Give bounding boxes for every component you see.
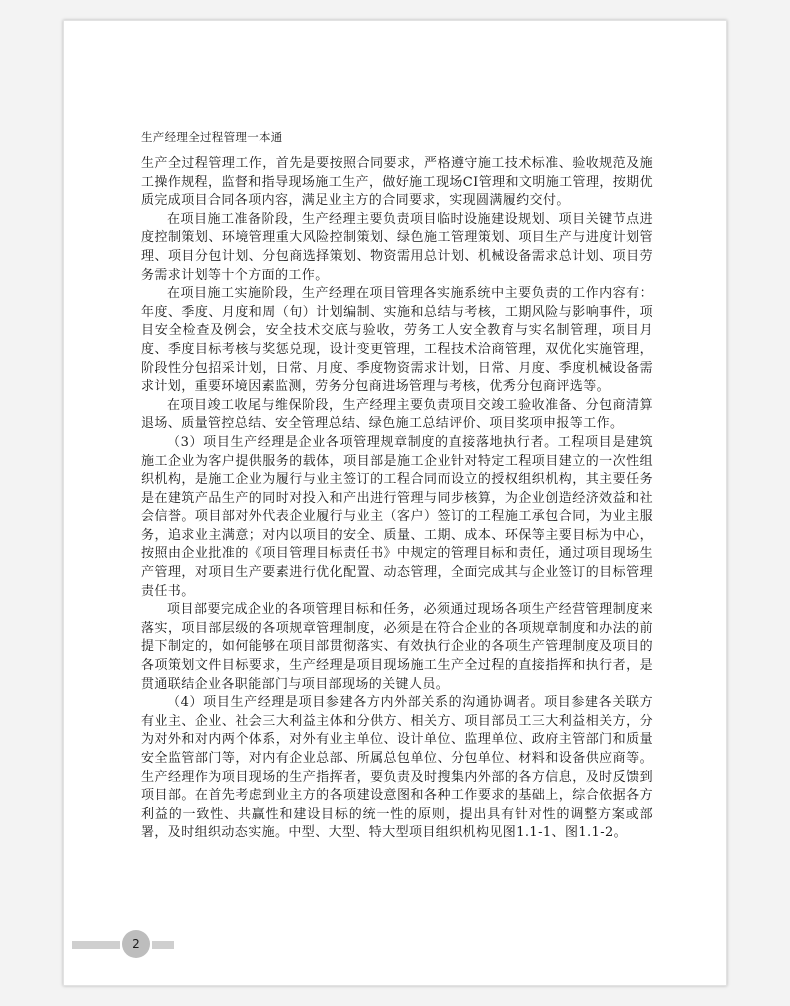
document-page (63, 20, 727, 986)
running-header: 生产经理全过程管理一本通 (141, 130, 283, 144)
paragraph: 项目部要完成企业的各项管理目标和任务，必须通过现场各项生产经营管理制度来落实，项目部层级的各项规章管理制度，必须是在符合企业的各项规章制度和办法的前提下制定的，如何能够在项目部贯彻落实、有效执行企业的各项生产管理制度及项目的各项策划文件目标要求，生产经理是项目现场施工生产全过程的直接指挥和执行者，是贯通联结企业各职能部门与项目部现场的关键人员。 (141, 602, 653, 692)
page-number: 2 (122, 930, 150, 958)
paragraph: （3）项目生产经理是企业各项管理规章制度的直接落地执行者。工程项目是建筑施工企业为客户提供服务的载体，项目部是施工企业针对特定工程项目建立的一次性组织机构，是施工企业为履行与业主签订的工程合同而设立的授权组织机构，其主要任务是在建筑产品生产的同时对投入和产出进行管理与同步核算，为企业创造经济效益和社会信誉。项目部对外代表企业履行与业主（客户）签订的工程施工承包合同，为业主服务，追求业主满意；对内以项目的安全、质量、工期、成本、环保等主要目标为中心，按照由企业批准的《项目管理目标责任书》中规定的管理目标和责任，通过项目现场生产管理，对项目生产要素进行优化配置、动态管理，全面完成其与企业签订的目标管理责任书。 (141, 434, 653, 599)
paragraph: 在项目施工准备阶段，生产经理主要负责项目临时设施建设规划、项目关键节点进度控制策划、环境管理重大风险控制策划、绿色施工管理策划、项目生产与进度计划管理、项目分包计划、分包商选择策划、物资需用总计划、机械设备需求总计划、项目劳务需求计划等十个方面的工作。 (141, 211, 653, 283)
paragraph: 生产全过程管理工作，首先是要按照合同要求，严格遵守施工技术标准、验收规范及施工操作规程，监督和指导现场施工生产，做好施工现场CI管理和文明施工管理，按期优质完成项目合同各项内容，满足业主方的合同要求，实现圆满履约交付。 (141, 156, 653, 209)
paragraph: 在项目施工实施阶段，生产经理在项目管理各实施系统中主要负责的工作内容有：年度、季度、月度和周（旬）计划编制、实施和总结与考核，工期风险与影响事件，项目安全检查及例会，安全技术交底与验收，劳务工人安全教育与实名制管理，项目月度、季度目标考核与奖惩兑现，设计变更管理，工程技术洽商管理，双优化实施管理，阶段性分包招采计划，日常、月度、季度物资需求计划，日常、月度、季度机械设备需求计划，重要环境因素监测，劳务分包商进场管理与考核，优秀分包商评选等。 (141, 286, 653, 395)
paragraph: 在项目竣工收尾与维保阶段，生产经理主要负责项目交竣工验收准备、分包商清算退场、质量管控总结、安全管理总结、绿色施工总结评价、项目奖项申报等工作。 (141, 397, 653, 432)
paragraph: （4）项目生产经理是项目参建各方内外部关系的沟通协调者。项目参建各关联方有业主、企业、社会三大利益主体和分供方、相关方、项目部员工三大利益相关方，分为对外和对内两个体系，对外有业主单位、设计单位、监理单位、政府主管部门和质量安全监管部门等，对内有企业总部、所属总包单位、分包单位、材料和设备供应商等。生产经理作为项目现场的生产指挥者，要负责及时搜集内外部的各方信息，及时反馈到项目部。在首先考虑到业主方的各项建设意图和各种工作要求的基础上，综合依据各方利益的一致性、共赢性和建设目标的统一性的原则，提出具有针对性的调整方案或部署，及时组织动态实施。中型、大型、特大型项目组织机构见图1.1-1、图1.1-2。 (141, 695, 653, 841)
page-footer (72, 929, 192, 959)
footer-decor-bar (152, 941, 174, 949)
body-text (141, 155, 653, 843)
footer-decor-bar (72, 941, 120, 949)
